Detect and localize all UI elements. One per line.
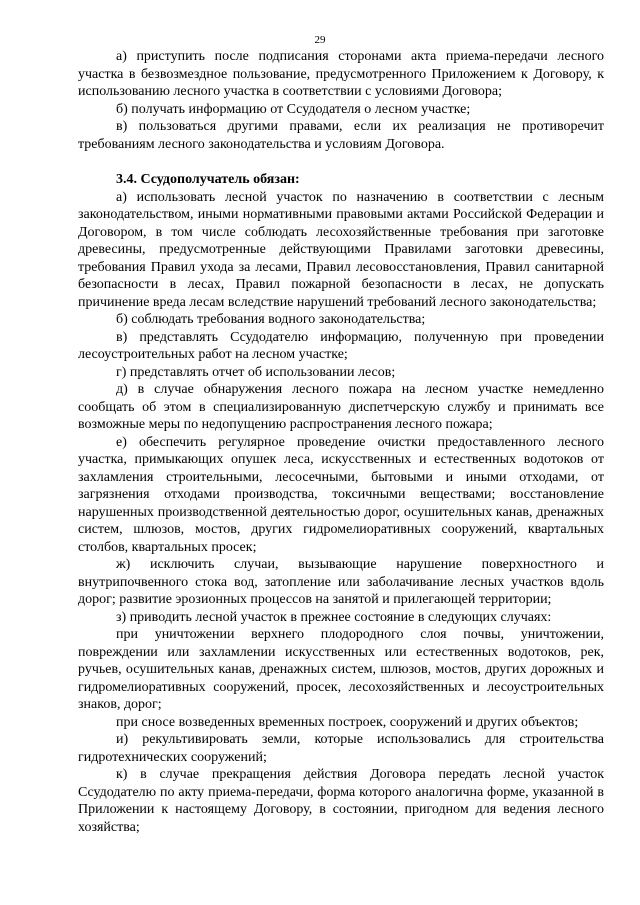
paragraph-duty-v: в) представлять Ссудодателю информацию, полученную при проведении лесоустроительных работ на лесном участке; xyxy=(78,329,604,362)
paragraph-duty-a: а) использовать лесной участок по назначению в соответствии с лесным законодательством, иными нормативными правовыми актами Российской Федерации и Договором, в том числе соблюдать лесохозяйственные требования при заготовке древесины, предусмотренные действующими Правилами заготовки древесины, требования Правил ухода за лесами, Правил лесовосстановления, Правил санитарной безопасности в лесах, Правил пожарной безопасности в лесах, не допускать причинение вреда лесам вследствие нарушений требований лесного законодательства; xyxy=(78,189,604,310)
section-heading: 3.4. Ссудополучатель обязан: xyxy=(116,172,300,187)
paragraph-rights-b: б) получать информацию от Ссудодателя о лесном участке; xyxy=(116,101,471,117)
page-number: 29 xyxy=(314,34,326,46)
paragraph-duty-z-case-2: при сносе возведенных временных построек, сооружений и других объектов; xyxy=(116,714,579,730)
paragraph-duty-k: к) в случае прекращения действия Договора передать лесной участок Ссудодателю по акту приема-передачи, форма которого аналогична форме, указанной в Приложении к настоящему Договору, в состоянии, пригодном для ведения лесного хозяйства; xyxy=(78,767,604,835)
paragraph-rights-c: в) пользоваться другими правами, если их реализация не противоречит требованиям лесного законодательства и условиям Договора. xyxy=(78,119,604,152)
paragraph-duty-d: д) в случае обнаружения лесного пожара на лесном участке немедленно сообщать об этом в специализированную диспетчерскую службу и принимать все возможные меры по недопущению распространения лесного пожара; xyxy=(78,382,604,432)
paragraph-duty-b: б) соблюдать требования водного законодательства; xyxy=(116,312,426,327)
paragraph-rights-a: а) приступить после подписания сторонами акта приема-передачи лесного участка в безвозмездное пользование, предусмотренного Приложением к Договору, к использованию лесного участка в соответствии с условиями Договора; xyxy=(78,49,604,99)
document-body xyxy=(78,48,604,836)
paragraph-duty-z: з) приводить лесной участок в прежнее состояние в следующих случаях: xyxy=(116,609,552,625)
paragraph-duty-i: и) рекультивировать земли, которые использовались для строительства гидротехнических сооружений; xyxy=(78,732,604,765)
paragraph-duty-z-case-1: при уничтожении верхнего плодородного слоя почвы, уничтожении, повреждении или захламлении искусственных или естественных водотоков, рек, ручьев, осушительных канав, дренажных систем, шлюзов, мостов, других дорожных и гидромелиоративных сооружений, просек, лесохозяйственных и лесоустроительных знаков, дорог; xyxy=(78,627,604,712)
paragraph-duty-zh: ж) исключить случаи, вызывающие нарушение поверхностного и внутрипочвенного стока вод, затопление или заболачивание лесных участков вдоль дорог; развитие эрозионных процессов на занятой и прилегающей территории; xyxy=(78,557,604,607)
paragraph-duty-e: е) обеспечить регулярное проведение очистки предоставленного лесного участка, примыкающих опушек леса, искусственных и естественных водотоков от захламления строительными, лесосечными, бытовыми и иными отходами, от загрязнения отходами производства, токсичными веществами; восстановление нарушенных производственной деятельностью дорог, осушительных канав, дренажных систем, шлюзов, мостов, других гидромелиоративных сооружений, квартальных столбов, квартальных просек; xyxy=(78,434,604,555)
paragraph-duty-g: г) представлять отчет об использовании лесов; xyxy=(116,364,396,380)
